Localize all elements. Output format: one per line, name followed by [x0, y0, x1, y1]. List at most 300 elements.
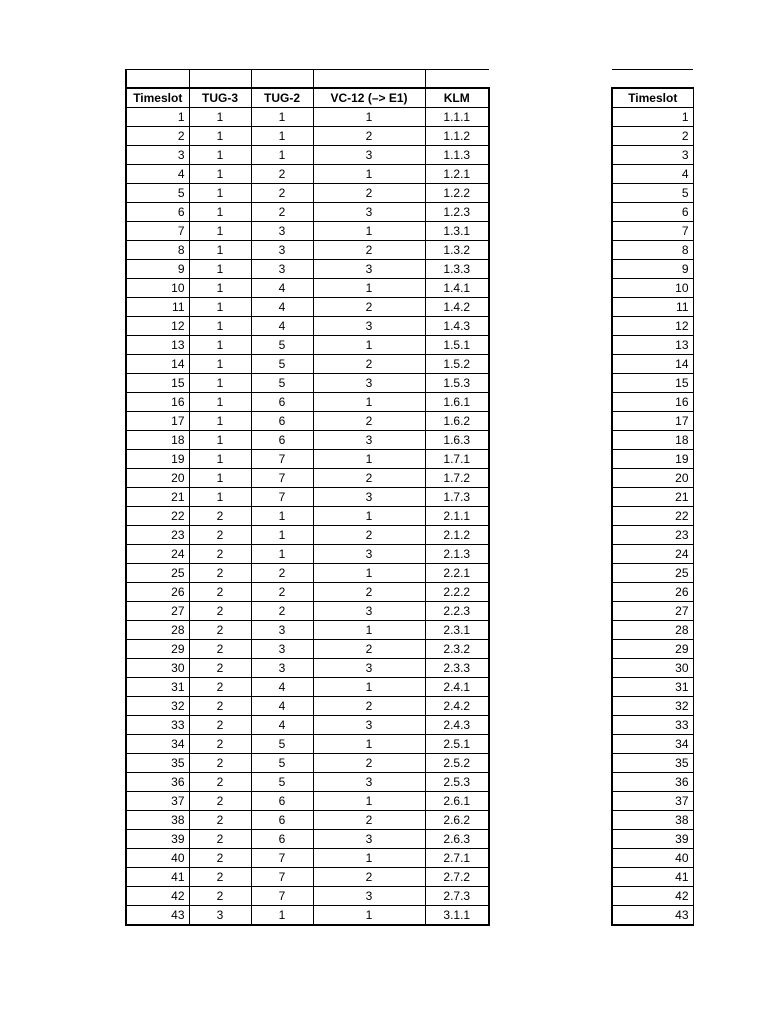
table-row	[612, 525, 693, 544]
table-row	[612, 316, 693, 335]
klm-cell: 2.2.3	[425, 601, 489, 620]
klm-cell: 1.6.3	[425, 430, 489, 449]
klm-cell: 1.4.3	[425, 316, 489, 335]
blank-cell	[313, 70, 425, 88]
klm-cell: 1.7.1	[425, 449, 489, 468]
table-row	[126, 240, 489, 259]
klm-cell: 2.4.2	[425, 696, 489, 715]
tug3-cell: 1	[189, 107, 251, 126]
timeslot-cell: 15	[126, 373, 189, 392]
table-row	[126, 506, 489, 525]
table-row	[612, 620, 693, 639]
vc12-cell: 3	[313, 544, 425, 563]
timeslot-cell: 33	[126, 715, 189, 734]
table-row	[612, 107, 693, 126]
table-row	[126, 582, 489, 601]
vc12-cell: 3	[313, 715, 425, 734]
table-row	[612, 487, 693, 506]
blank-cell	[612, 70, 693, 88]
header-row	[126, 88, 489, 108]
vc12-cell: 2	[313, 525, 425, 544]
vc12-cell: 3	[313, 487, 425, 506]
tug2-cell: 4	[251, 677, 313, 696]
tug3-cell: 2	[189, 772, 251, 791]
timeslot-cell: 40	[126, 848, 189, 867]
vc12-cell: 3	[313, 202, 425, 221]
tug2-cell: 5	[251, 373, 313, 392]
table-row	[126, 487, 489, 506]
tug2-cell: 1	[251, 506, 313, 525]
timeslot-cell: 37	[126, 791, 189, 810]
vc12-cell: 3	[313, 658, 425, 677]
vc12-cell: 1	[313, 449, 425, 468]
vc12-cell: 1	[313, 392, 425, 411]
timeslot-cell: 24	[612, 544, 693, 563]
table-row	[126, 886, 489, 905]
tug3-cell: 3	[189, 905, 251, 925]
tug2-cell: 3	[251, 259, 313, 278]
klm-cell: 2.5.1	[425, 734, 489, 753]
timeslot-cell: 1	[126, 107, 189, 126]
timeslot-cell: 14	[126, 354, 189, 373]
vc12-cell: 1	[313, 278, 425, 297]
tug3-cell: 1	[189, 354, 251, 373]
tug2-cell: 4	[251, 696, 313, 715]
tug3-cell: 2	[189, 563, 251, 582]
table-row	[612, 411, 693, 430]
timeslot-cell: 27	[612, 601, 693, 620]
table-row	[126, 202, 489, 221]
table-row	[612, 183, 693, 202]
tug2-cell: 1	[251, 525, 313, 544]
tug3-cell: 2	[189, 506, 251, 525]
timeslot-cell: 36	[126, 772, 189, 791]
timeslot-cell: 42	[612, 886, 693, 905]
table-row	[612, 221, 693, 240]
timeslot-cell: 41	[612, 867, 693, 886]
timeslot-cell: 5	[612, 183, 693, 202]
vc12-cell: 2	[313, 183, 425, 202]
timeslot-cell: 17	[126, 411, 189, 430]
tug3-cell: 2	[189, 658, 251, 677]
table-row	[126, 696, 489, 715]
timeslot-cell: 10	[612, 278, 693, 297]
table-row	[612, 601, 693, 620]
vc12-cell: 3	[313, 259, 425, 278]
timeslot-cell: 8	[612, 240, 693, 259]
tug2-cell: 5	[251, 335, 313, 354]
vc12-cell: 2	[313, 639, 425, 658]
tug3-cell: 1	[189, 411, 251, 430]
klm-cell: 1.6.2	[425, 411, 489, 430]
klm-cell: 1.3.2	[425, 240, 489, 259]
tug3-cell: 1	[189, 145, 251, 164]
timeslot-cell: 32	[126, 696, 189, 715]
tug3-cell: 2	[189, 582, 251, 601]
timeslot-cell: 19	[126, 449, 189, 468]
table-row	[612, 544, 693, 563]
vc12-cell: 3	[313, 772, 425, 791]
timeslot-cell: 15	[612, 373, 693, 392]
vc12-cell: 3	[313, 430, 425, 449]
klm-cell: 1.1.3	[425, 145, 489, 164]
klm-cell: 2.1.3	[425, 544, 489, 563]
table-row	[126, 544, 489, 563]
tug2-cell: 5	[251, 734, 313, 753]
timeslot-cell: 35	[126, 753, 189, 772]
table-row	[612, 715, 693, 734]
table-row	[612, 392, 693, 411]
timeslot-cell: 18	[126, 430, 189, 449]
timeslot-cell: 42	[126, 886, 189, 905]
timeslot-cell: 19	[612, 449, 693, 468]
vc12-cell: 3	[313, 316, 425, 335]
table-row	[126, 620, 489, 639]
header-timeslot: Timeslot	[612, 88, 693, 108]
table-row	[612, 886, 693, 905]
table-row	[612, 639, 693, 658]
timeslot-cell: 6	[612, 202, 693, 221]
timeslot-cell: 34	[126, 734, 189, 753]
timeslot-cell: 1	[612, 107, 693, 126]
tug3-cell: 2	[189, 601, 251, 620]
vc12-cell: 3	[313, 601, 425, 620]
vc12-cell: 2	[313, 582, 425, 601]
table-row	[612, 202, 693, 221]
table-row	[126, 677, 489, 696]
klm-cell: 1.6.1	[425, 392, 489, 411]
tug2-cell: 7	[251, 886, 313, 905]
tug2-cell: 2	[251, 563, 313, 582]
table-row	[126, 829, 489, 848]
table-row	[126, 867, 489, 886]
vc12-cell: 3	[313, 145, 425, 164]
table-row	[126, 316, 489, 335]
table-row	[612, 658, 693, 677]
vc12-cell: 2	[313, 867, 425, 886]
table-row	[612, 582, 693, 601]
table-row	[126, 145, 489, 164]
timeslot-cell: 31	[126, 677, 189, 696]
timeslot-cell: 11	[612, 297, 693, 316]
table-row	[126, 753, 489, 772]
table-row	[126, 658, 489, 677]
timeslot-cell: 43	[126, 905, 189, 925]
table-row	[612, 240, 693, 259]
table-row	[612, 468, 693, 487]
tug2-cell: 1	[251, 145, 313, 164]
tug2-cell: 1	[251, 905, 313, 925]
table-row	[612, 373, 693, 392]
tug3-cell: 2	[189, 696, 251, 715]
klm-cell: 1.5.2	[425, 354, 489, 373]
klm-cell: 2.6.2	[425, 810, 489, 829]
table-row	[612, 905, 693, 925]
klm-cell: 2.7.1	[425, 848, 489, 867]
klm-cell: 1.5.3	[425, 373, 489, 392]
table-row	[612, 791, 693, 810]
table-row	[612, 506, 693, 525]
tug3-cell: 1	[189, 335, 251, 354]
klm-cell: 2.3.2	[425, 639, 489, 658]
table-row	[126, 772, 489, 791]
timeslot-cell: 9	[612, 259, 693, 278]
tug3-cell: 1	[189, 392, 251, 411]
timeslot-cell: 2	[126, 126, 189, 145]
table-row	[126, 639, 489, 658]
table-row	[612, 810, 693, 829]
timeslot-cell: 39	[612, 829, 693, 848]
tug3-cell: 1	[189, 297, 251, 316]
timeslot-cell: 29	[126, 639, 189, 658]
table-row	[612, 829, 693, 848]
tug3-cell: 2	[189, 677, 251, 696]
table-row	[126, 810, 489, 829]
klm-cell: 1.3.1	[425, 221, 489, 240]
vc12-cell: 1	[313, 164, 425, 183]
klm-cell: 2.1.2	[425, 525, 489, 544]
vc12-cell: 3	[313, 829, 425, 848]
vc12-cell: 1	[313, 677, 425, 696]
table-row	[126, 791, 489, 810]
timeslot-cell: 43	[612, 905, 693, 925]
tug2-cell: 3	[251, 221, 313, 240]
timeslot-cell: 38	[126, 810, 189, 829]
header-timeslot: Timeslot	[126, 88, 189, 108]
table-row	[612, 696, 693, 715]
header-klm: KLM	[425, 88, 489, 108]
timeslot-cell: 38	[612, 810, 693, 829]
klm-cell: 2.6.3	[425, 829, 489, 848]
timeslot-cell: 26	[126, 582, 189, 601]
vc12-cell: 2	[313, 810, 425, 829]
timeslot-cell: 12	[126, 316, 189, 335]
timeslot-cell: 3	[612, 145, 693, 164]
klm-cell: 2.5.2	[425, 753, 489, 772]
tug3-cell: 2	[189, 544, 251, 563]
table-row	[612, 297, 693, 316]
timeslot-cell: 5	[126, 183, 189, 202]
table-row	[612, 430, 693, 449]
timeslot-cell: 34	[612, 734, 693, 753]
tug3-cell: 1	[189, 278, 251, 297]
timeslot-cell: 40	[612, 848, 693, 867]
klm-cell: 2.6.1	[425, 791, 489, 810]
timeslot-cell: 8	[126, 240, 189, 259]
tug2-cell: 3	[251, 620, 313, 639]
table-row	[126, 563, 489, 582]
tug3-cell: 1	[189, 164, 251, 183]
tug3-cell: 1	[189, 202, 251, 221]
timeslot-cell: 2	[612, 126, 693, 145]
timeslot-cell: 16	[126, 392, 189, 411]
timeslot-cell: 12	[612, 316, 693, 335]
timeslot-cell: 22	[612, 506, 693, 525]
table-row	[126, 411, 489, 430]
timeslot-cell: 27	[126, 601, 189, 620]
tug3-cell: 2	[189, 886, 251, 905]
klm-cell: 1.7.3	[425, 487, 489, 506]
vc12-cell: 1	[313, 848, 425, 867]
blank-row	[126, 70, 489, 88]
table-row	[612, 677, 693, 696]
blank-cell	[251, 70, 313, 88]
table-row	[612, 734, 693, 753]
klm-cell: 1.1.2	[425, 126, 489, 145]
tug2-cell: 2	[251, 183, 313, 202]
timeslot-cell: 25	[612, 563, 693, 582]
timeslot-cell: 16	[612, 392, 693, 411]
timeslot-cell: 4	[126, 164, 189, 183]
table-row	[126, 848, 489, 867]
timeslot-cell: 21	[126, 487, 189, 506]
tug3-cell: 1	[189, 468, 251, 487]
klm-cell: 1.4.1	[425, 278, 489, 297]
klm-cell: 1.2.2	[425, 183, 489, 202]
timeslot-cell: 31	[612, 677, 693, 696]
header-tug3: TUG-3	[189, 88, 251, 108]
tug3-cell: 2	[189, 829, 251, 848]
klm-cell: 1.7.2	[425, 468, 489, 487]
timeslot-cell: 23	[126, 525, 189, 544]
blank-cell	[425, 70, 489, 88]
table-row	[126, 392, 489, 411]
timeslot-cell: 18	[612, 430, 693, 449]
klm-cell: 1.4.2	[425, 297, 489, 316]
vc12-cell: 1	[313, 221, 425, 240]
tug2-cell: 6	[251, 829, 313, 848]
tug3-cell: 2	[189, 791, 251, 810]
header-tug2: TUG-2	[251, 88, 313, 108]
timeslot-cell: 41	[126, 867, 189, 886]
table-row	[612, 145, 693, 164]
timeslot-cell: 36	[612, 772, 693, 791]
vc12-cell: 1	[313, 563, 425, 582]
table-row	[126, 354, 489, 373]
tug2-cell: 6	[251, 392, 313, 411]
table-row	[612, 449, 693, 468]
timeslot-cell: 9	[126, 259, 189, 278]
timeslot-cell: 11	[126, 297, 189, 316]
klm-cell: 3.1.1	[425, 905, 489, 925]
timeslot-cell: 7	[126, 221, 189, 240]
table-row	[126, 164, 489, 183]
timeslot-cell: 26	[612, 582, 693, 601]
table-row	[612, 259, 693, 278]
timeslot-side-table	[611, 69, 694, 926]
blank-cell	[189, 70, 251, 88]
timeslot-cell: 20	[126, 468, 189, 487]
klm-cell: 2.2.2	[425, 582, 489, 601]
tug3-cell: 1	[189, 240, 251, 259]
table-row	[126, 259, 489, 278]
vc12-cell: 3	[313, 373, 425, 392]
table-row	[126, 715, 489, 734]
tug2-cell: 6	[251, 791, 313, 810]
header-row	[612, 88, 693, 108]
tug2-cell: 5	[251, 753, 313, 772]
vc12-cell: 1	[313, 506, 425, 525]
klm-cell: 1.1.1	[425, 107, 489, 126]
tug2-cell: 6	[251, 810, 313, 829]
table-row	[612, 867, 693, 886]
vc12-cell: 1	[313, 734, 425, 753]
timeslot-mapping-table	[125, 69, 490, 926]
table-row	[612, 164, 693, 183]
timeslot-cell: 29	[612, 639, 693, 658]
tug3-cell: 1	[189, 221, 251, 240]
blank-row	[612, 70, 693, 88]
timeslot-cell: 20	[612, 468, 693, 487]
table-row	[612, 335, 693, 354]
klm-cell: 1.3.3	[425, 259, 489, 278]
timeslot-cell: 28	[612, 620, 693, 639]
blank-cell	[126, 70, 189, 88]
timeslot-cell: 6	[126, 202, 189, 221]
tug2-cell: 1	[251, 544, 313, 563]
timeslot-cell: 4	[612, 164, 693, 183]
tug3-cell: 1	[189, 316, 251, 335]
table-row	[612, 278, 693, 297]
table-row	[126, 601, 489, 620]
table-row	[126, 297, 489, 316]
vc12-cell: 1	[313, 107, 425, 126]
tug2-cell: 7	[251, 867, 313, 886]
table-row	[612, 563, 693, 582]
tug2-cell: 6	[251, 430, 313, 449]
table-row	[126, 525, 489, 544]
timeslot-cell: 22	[126, 506, 189, 525]
tug2-cell: 7	[251, 848, 313, 867]
vc12-cell: 1	[313, 335, 425, 354]
klm-cell: 2.7.2	[425, 867, 489, 886]
vc12-cell: 2	[313, 240, 425, 259]
klm-cell: 2.2.1	[425, 563, 489, 582]
tug3-cell: 2	[189, 848, 251, 867]
tug3-cell: 1	[189, 126, 251, 145]
timeslot-cell: 3	[126, 145, 189, 164]
klm-cell: 2.7.3	[425, 886, 489, 905]
timeslot-cell: 33	[612, 715, 693, 734]
klm-cell: 2.5.3	[425, 772, 489, 791]
timeslot-cell: 30	[126, 658, 189, 677]
tug2-cell: 3	[251, 240, 313, 259]
timeslot-cell: 28	[126, 620, 189, 639]
tug2-cell: 4	[251, 297, 313, 316]
tug2-cell: 4	[251, 715, 313, 734]
table-row	[612, 848, 693, 867]
klm-cell: 2.3.3	[425, 658, 489, 677]
timeslot-cell: 30	[612, 658, 693, 677]
timeslot-cell: 10	[126, 278, 189, 297]
tug3-cell: 2	[189, 867, 251, 886]
tug2-cell: 2	[251, 582, 313, 601]
klm-cell: 1.5.1	[425, 335, 489, 354]
table-row	[126, 373, 489, 392]
tug2-cell: 3	[251, 658, 313, 677]
klm-cell: 1.2.1	[425, 164, 489, 183]
tug3-cell: 2	[189, 753, 251, 772]
table-row	[126, 183, 489, 202]
tug2-cell: 7	[251, 449, 313, 468]
vc12-cell: 2	[313, 354, 425, 373]
timeslot-cell: 21	[612, 487, 693, 506]
table-row	[126, 221, 489, 240]
tug3-cell: 2	[189, 525, 251, 544]
vc12-cell: 1	[313, 620, 425, 639]
timeslot-cell: 14	[612, 354, 693, 373]
table-row	[126, 449, 489, 468]
